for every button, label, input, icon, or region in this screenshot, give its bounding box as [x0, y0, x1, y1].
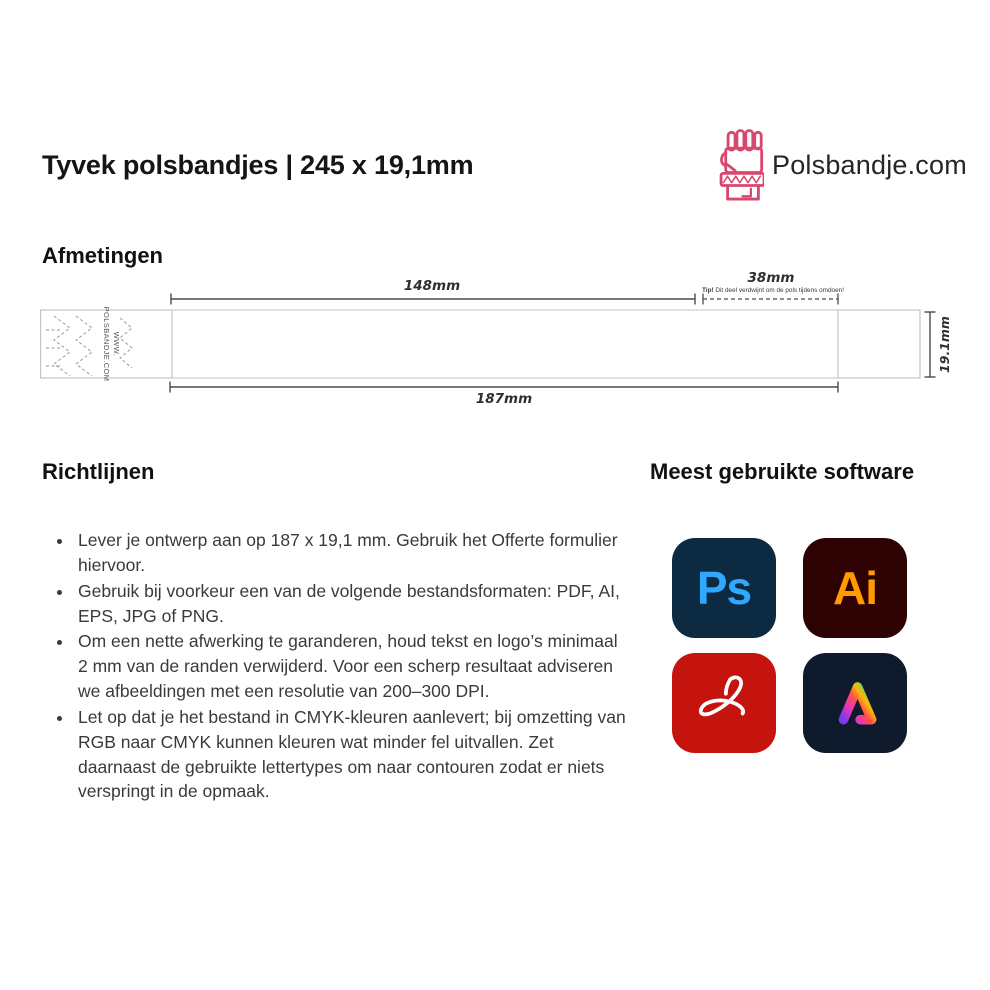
guideline-item: • Gebruik bij voorkeur een van de volgende bestandsformaten: PDF, AI, EPS, JPG of PNG. — [74, 579, 628, 629]
dim-label-148mm: 148mm — [403, 278, 461, 294]
band-url-line2: POLSBANDJE.COM — [102, 306, 111, 382]
acrobat-icon — [672, 653, 776, 753]
guideline-item: • Om een nette afwerking te garanderen, houd tekst en logo’s minimaal 2 mm van de randen verwijderd. Voor een scherp resultaat adviseren we afbeeldingen met een resolutie van 200–300 DPI. — [74, 629, 628, 704]
software-grid — [672, 538, 907, 753]
guidelines-list — [48, 528, 628, 805]
brand-logo — [708, 128, 967, 202]
brand-name: Polsbandje.com — [772, 149, 967, 180]
richtlijnen-heading: Richtlijnen — [42, 459, 155, 484]
wristband-fist-icon — [708, 128, 764, 202]
band-url-line1: WWW. — [112, 331, 121, 357]
photoshop-icon: Ps — [672, 538, 776, 638]
adobe-express-icon — [803, 653, 907, 753]
dimension-38mm — [703, 294, 838, 305]
band-right-closure — [838, 310, 920, 378]
dimension-148mm — [171, 294, 695, 305]
dim-label-187mm: 187mm — [475, 391, 533, 407]
dim-label-19-1mm: 19.1mm — [937, 316, 952, 373]
dimension-19-1mm — [925, 312, 936, 377]
guideline-item: • Lever je ontwerp aan op 187 x 19,1 mm. Gebruik het Offerte formulier hiervoor. — [74, 528, 628, 578]
tip-note: Tip! Dit deel verdwijnt om de pols tijdens omdoen! — [702, 287, 844, 294]
page-title: Tyvek polsbandjes | 245 x 19,1mm — [42, 150, 474, 180]
wristband-dimension-diagram — [40, 270, 955, 420]
guideline-item: • Let op dat je het bestand in CMYK-kleuren aanlevert; bij omzetting van RGB naar CMYK kunnen kleuren wat minder fel uitvallen. Zet daarnaast de gebruikte lettertypes om naar contouren zodat er niets verspringt in de opmaak. — [74, 705, 628, 804]
dim-label-38mm: 38mm — [747, 270, 795, 286]
software-heading: Meest gebruikte software — [650, 459, 915, 484]
illustrator-icon: Ai — [803, 538, 907, 638]
afmetingen-heading: Afmetingen — [42, 243, 163, 268]
